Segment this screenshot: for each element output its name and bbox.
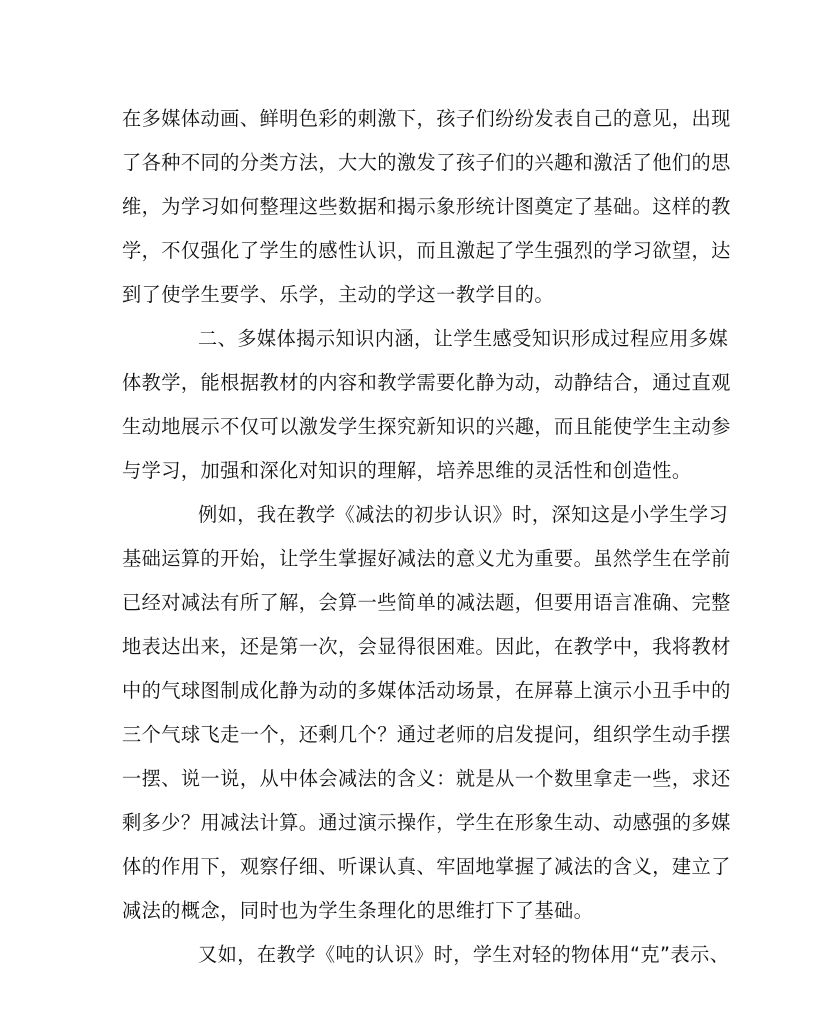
paragraph-3-line-9: 体的作用下，观察仔细、听课认真、牢固地掌握了减法的含义，建立了 [122,855,731,878]
paragraph-3-line-2: 基础运算的开始，让学生掌握好减法的意义尤为重要。虽然学生在学前 [122,547,731,570]
paragraph-2-line-1: 二、多媒体揭示知识内涵，让学生感受知识形成过程应用多媒 [198,327,729,350]
paragraph-1-line-4: 学，不仅强化了学生的感性认识，而且激起了学生强烈的学习欲望，达 [122,239,731,262]
paragraph-1-line-2: 了各种不同的分类方法，大大的激发了孩子们的兴趣和激活了他们的思 [122,151,731,174]
paragraph-3-line-8: 剩多少？用减法计算。通过演示操作，学生在形象生动、动感强的多媒 [122,811,731,834]
paragraph-3-line-1: 例如，我在教学《减法的初步认识》时，深知这是小学生学习 [198,503,729,526]
paragraph-3-line-7: 一摆、说一说，从中体会减法的含义：就是从一个数里拿走一些，求还 [122,767,731,790]
paragraph-1-line-5: 到了使学生要学、乐学，主动的学这一教学目的。 [122,283,555,306]
paragraph-4-line-1: 又如，在教学《吨的认识》时，学生对轻的物体用“克”表示、 [198,943,730,966]
paragraph-3-line-3: 已经对减法有所了解，会算一些简单的减法题，但要用语言准确、完整 [122,591,731,614]
paragraph-3-line-10: 减法的概念，同时也为学生条理化的思维打下了基础。 [122,899,594,922]
paragraph-2-line-2: 体教学，能根据教材的内容和教学需要化静为动，动静结合，通过直观 [122,371,731,394]
paragraph-3-line-5: 中的气球图制成化静为动的多媒体活动场景，在屏幕上演示小丑手中的 [122,679,731,702]
paragraph-2-line-3: 生动地展示不仅可以激发学生探究新知识的兴趣，而且能使学生主动参 [122,415,731,438]
paragraph-1-line-1: 在多媒体动画、鲜明色彩的刺激下，孩子们纷纷发表自己的意见，出现 [122,107,731,130]
paragraph-2-line-4: 与学习，加强和深化对知识的理解，培养思维的灵活性和创造性。 [122,459,692,482]
paragraph-3-line-6: 三个气球飞走一个，还剩几个？通过老师的启发提问，组织学生动手摆 [122,723,731,746]
paragraph-3-line-4: 地表达出来，还是第一次，会显得很困难。因此，在教学中，我将教材 [122,635,731,658]
paragraph-1-line-3: 维，为学习如何整理这些数据和揭示象形统计图奠定了基础。这样的教 [122,195,731,218]
